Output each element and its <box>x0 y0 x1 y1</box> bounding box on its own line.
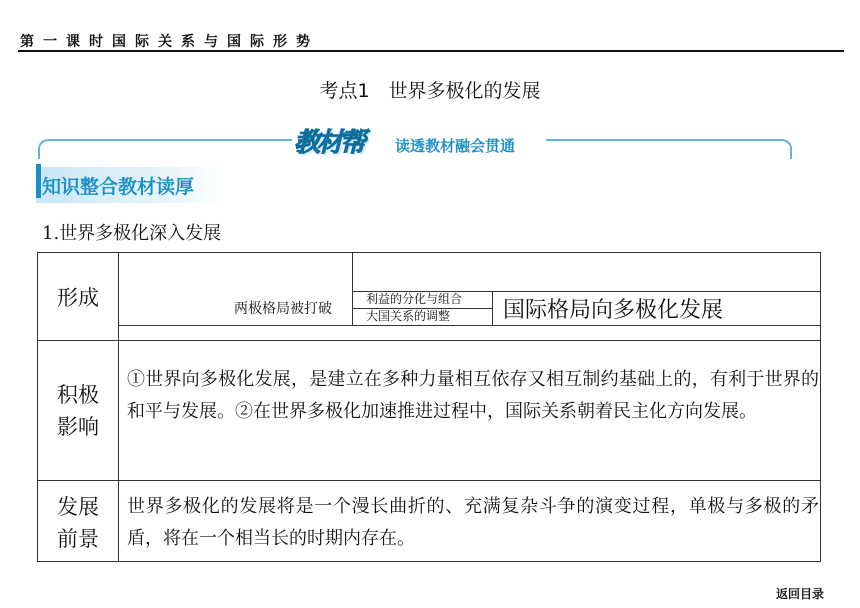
section-tag-bar <box>36 164 41 198</box>
flow-cause: 两极格局被打破 <box>234 301 332 317</box>
banner-slogan: 读透教材融会贯通 <box>395 137 516 155</box>
row-label-prospects: 发展 前景 <box>57 495 99 551</box>
knowledge-table <box>37 252 821 562</box>
flow-factor-interest: 利益的分化与组合 <box>366 292 463 306</box>
table-row-divider <box>38 480 820 481</box>
flow-divider <box>492 291 493 325</box>
table-row-divider <box>38 340 820 341</box>
banner-logo: 教材帮 <box>294 128 364 158</box>
row-label-positive-impact: 积极 影响 <box>57 383 99 439</box>
flow-divider <box>352 253 353 325</box>
banner-line-right <box>546 139 792 159</box>
positive-impact-text: ①世界向多极化发展，是建立在多种力量相互依存又相互制约基础上的，有利于世界的和平与发展。②在世界多极化加速推进过程中，国际关系朝着民主化方向发展。 <box>127 369 819 422</box>
prospects-text: 世界多极化的发展将是一个漫长曲折的、充满复杂斗争的演变过程，单极与多极的矛盾，将在一个相当长的时期内存在。 <box>127 496 819 549</box>
flow-factor-major-powers: 大国关系的调整 <box>366 309 451 323</box>
formation-flow-diagram <box>118 253 821 340</box>
chapter-header: 第一课时国际关系与国际形势 <box>20 34 319 50</box>
banner-line-left <box>38 139 292 159</box>
row-label-formation: 形成 <box>57 286 99 310</box>
section-tag: 知识整合教材读厚 <box>42 176 195 198</box>
flow-result: 国际格局向多极化发展 <box>503 298 724 323</box>
return-to-contents-link[interactable]: 返回目录 <box>776 587 825 601</box>
header-rule <box>18 50 844 52</box>
flow-divider <box>118 325 821 326</box>
point-title: 考点1 世界多极化的发展 <box>319 80 541 102</box>
subheading: 1.世界多极化深入发展 <box>42 223 222 244</box>
